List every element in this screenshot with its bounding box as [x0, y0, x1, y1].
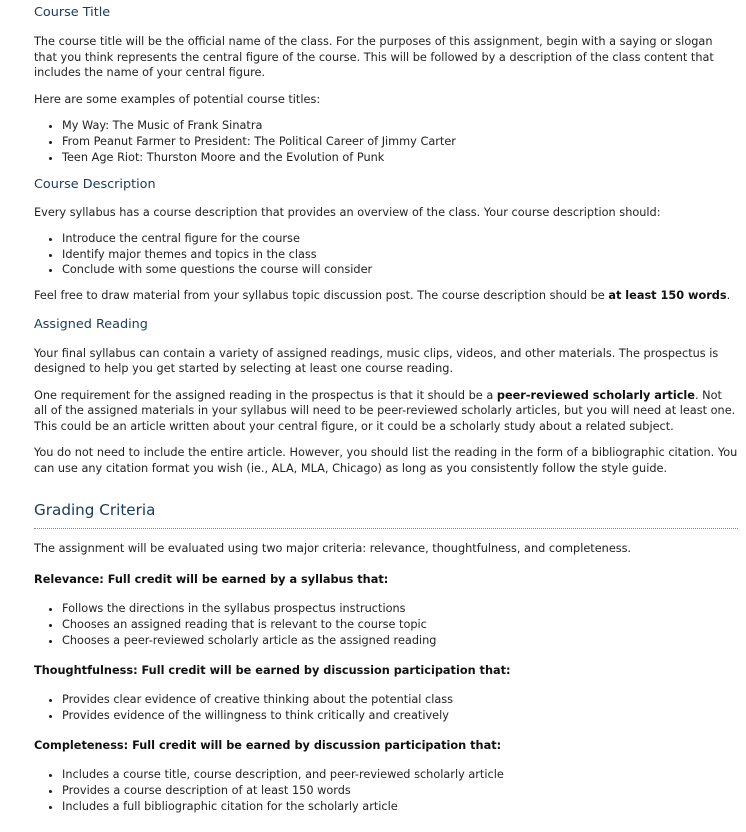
list-item: • Teen Age Riot: Thurston Moore and the Evolution of Punk [62, 150, 738, 166]
list-item: • Chooses a peer-reviewed scholarly article as the assigned reading [62, 633, 738, 649]
list-item: • From Peanut Farmer to President: The Political Career of Jimmy Carter [62, 134, 738, 150]
course-description-closing [34, 288, 738, 304]
completeness-list [34, 767, 738, 814]
section-heading-course-title: Course Title [34, 5, 111, 20]
thoughtfulness-list [34, 692, 738, 724]
criterion-title: Thoughtfulness: Full credit will be earned by discussion participation that: [34, 663, 511, 677]
closing-text: Feel free to draw material from your syllabus topic discussion post. The course description should be [34, 289, 609, 303]
word-count-requirement: at least 150 words [608, 289, 727, 303]
assigned-reading-paragraph-1: Your final syllabus can contain a variety of assigned readings, music clips, videos, and other materials. The prospectus is designed to help you get started by selecting at least one course reading. [34, 346, 719, 376]
completeness-heading [34, 738, 738, 754]
criterion-title: Relevance: Full credit will be earned by a syllabus that: [34, 572, 389, 586]
course-description-intro: Every syllabus has a course description that provides an overview of the class. Your course description should: [34, 206, 661, 220]
paragraph-text: . Not all of the assigned materials in your syllabus will need to be peer-reviewed scholarly articles, but you will need at least one. This could be an article written about your central figure, or it could be a scholarly study about a related subject. [34, 388, 736, 433]
list-item: • Introduce the central figure for the course [62, 231, 738, 247]
list-item: • Provides clear evidence of creative thinking about the potential class [62, 692, 738, 708]
section-heading-course-description: Course Description [34, 177, 156, 193]
list-item: • Includes a course title, course description, and peer-reviewed scholarly article [62, 767, 738, 783]
paragraph-text: One requirement for the assigned reading in the prospectus is that it should be a [34, 388, 497, 402]
criterion-title: Completeness: Full credit will be earned by discussion participation that: [34, 738, 502, 752]
course-title-examples-list [34, 118, 738, 165]
course-title-examples-intro: Here are some examples of potential course titles: [34, 92, 321, 106]
relevance-heading [34, 572, 738, 588]
list-item: • Conclude with some questions the course will consider [62, 262, 738, 278]
list-item: • Provides a course description of at least 150 words [62, 783, 738, 799]
list-item: • Chooses an assigned reading that is relevant to the course topic [62, 617, 738, 633]
course-description-list [34, 231, 738, 278]
list-item: • Identify major themes and topics in the class [62, 247, 738, 263]
grading-intro: The assignment will be evaluated using two major criteria: relevance, thoughtfulness, and completeness. [34, 542, 632, 556]
course-title-paragraph: The course title will be the official name of the class. For the purposes of this assignment, begin with a saying or slogan that you think represents the central figure of the course. This will be followed by a description of the class content that includes the name of your central figure. [34, 35, 714, 79]
list-item: • My Way: The Music of Frank Sinatra [62, 118, 738, 134]
list-item: • Provides evidence of the willingness to think critically and creatively [62, 708, 738, 724]
relevance-list [34, 601, 738, 648]
peer-reviewed-emphasis: peer-reviewed scholarly article [496, 388, 695, 402]
assigned-reading-paragraph-3: You do not need to include the entire article. However, you should list the reading in the form of a bibliographic citation. You can use any citation format you wish (ie., ALA, MLA, Chicago) as long as you consistently follow the style guide. [34, 446, 738, 475]
closing-period: . [726, 289, 731, 303]
assigned-reading-paragraph-2 [34, 388, 738, 435]
list-item: • Includes a full bibliographic citation for the scholarly article [62, 799, 738, 815]
thoughtfulness-heading [34, 663, 738, 679]
section-heading-grading-criteria: Grading Criteria [34, 500, 738, 529]
section-heading-assigned-reading: Assigned Reading [34, 316, 148, 332]
list-item: • Follows the directions in the syllabus prospectus instructions [62, 601, 738, 617]
